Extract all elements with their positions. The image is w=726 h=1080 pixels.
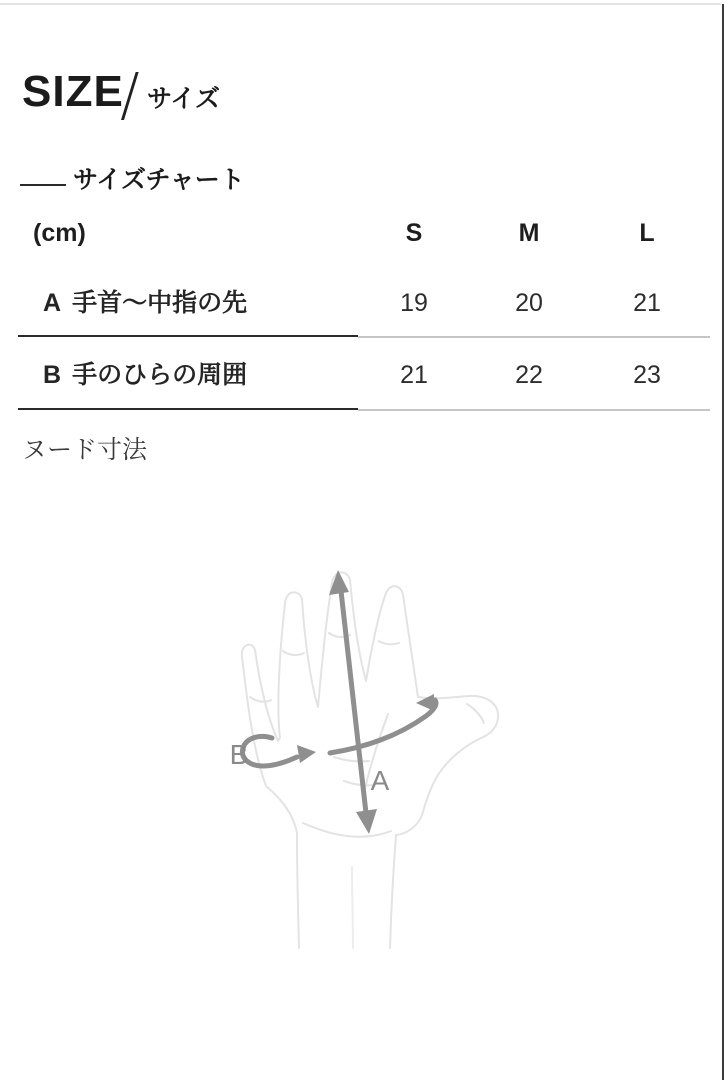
section-dash-line	[20, 184, 66, 186]
unit-label: (cm)	[33, 219, 86, 247]
row-divider	[0, 408, 726, 411]
row-b-label-text: 手のひらの周囲	[72, 361, 248, 389]
row-divider	[0, 335, 726, 338]
row-b-key: B	[43, 361, 62, 389]
hand-outline-illustration	[242, 572, 498, 948]
row-a-value-m: 20	[515, 289, 543, 317]
row-a-value-s: 19	[400, 289, 428, 317]
row-a-value-l: 21	[633, 289, 661, 317]
diagram-label-a: A	[370, 765, 390, 796]
row-b-label	[43, 361, 247, 389]
section-label: サイズチャート	[73, 166, 245, 194]
table-header-row	[0, 219, 726, 247]
page-title-en: SIZE	[22, 67, 124, 116]
nude-measurement-note: ヌード寸法	[22, 436, 148, 464]
measurement-arrow-b	[242, 694, 436, 766]
table-row-b	[0, 361, 726, 389]
column-header-l: L	[639, 219, 655, 247]
column-header-s: S	[405, 219, 423, 247]
row-a-label	[43, 289, 247, 317]
top-divider-line	[0, 3, 721, 5]
table-row-a	[0, 289, 726, 317]
row-a-key: A	[43, 289, 62, 317]
row-b-value-m: 22	[515, 361, 543, 389]
column-header-m: M	[518, 219, 540, 247]
page-title-ja: サイズ	[147, 85, 221, 113]
row-b-value-s: 21	[400, 361, 428, 389]
hand-measurement-diagram	[0, 540, 726, 1080]
row-a-label-text: 手首〜中指の先	[72, 289, 248, 317]
diagram-label-b: B	[229, 739, 249, 770]
row-b-value-l: 23	[633, 361, 661, 389]
